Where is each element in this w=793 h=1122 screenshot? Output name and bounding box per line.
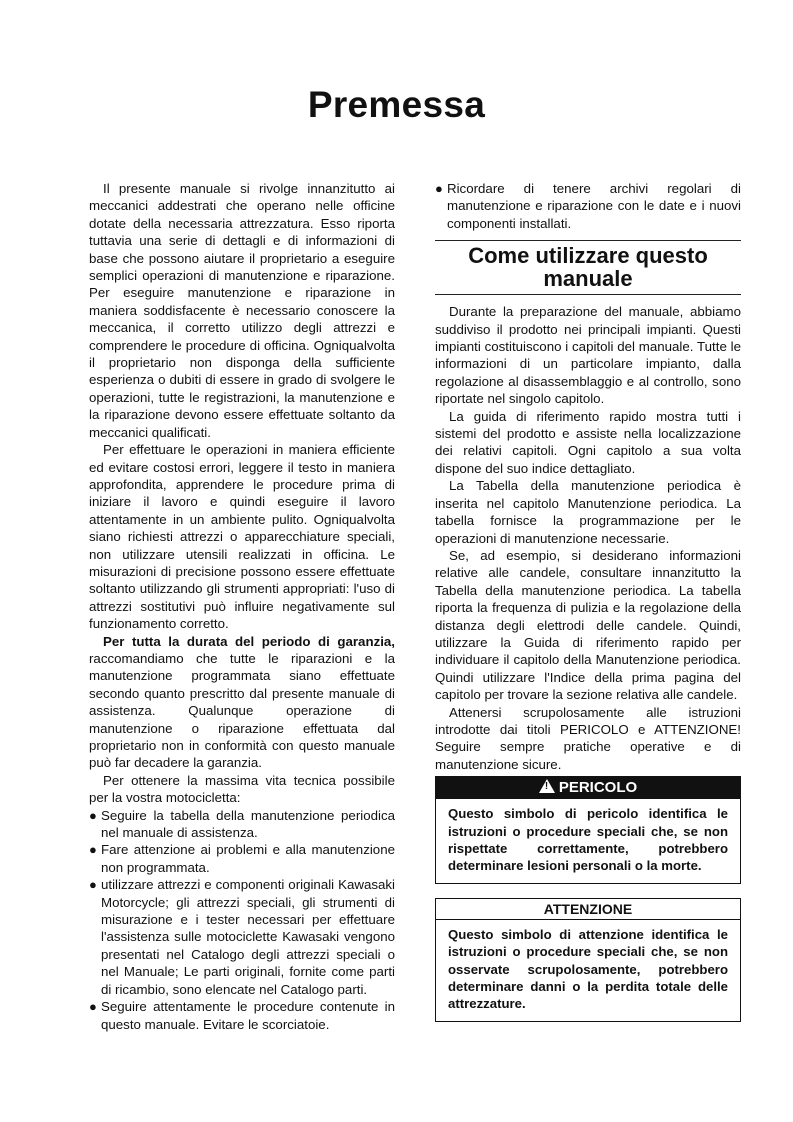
danger-box xyxy=(435,776,741,884)
list-item: ● Seguire attentamente le procedure contenute in questo manuale. Evitare le scorciatoie. xyxy=(89,999,395,1032)
bullet-icon: ● xyxy=(89,807,97,823)
danger-text: Questo simbolo di pericolo identifica le istruzioni o procedure speciali che, se non rispettate correttamente, potrebbero determinare lesioni personali o la morte. xyxy=(448,806,728,874)
attention-box xyxy=(435,898,741,1022)
warranty-paragraph xyxy=(89,633,395,772)
bullet-icon: ● xyxy=(89,842,97,858)
attention-header: ATTENZIONE xyxy=(436,899,740,920)
section-heading: Come utilizzare questo manuale xyxy=(435,240,741,295)
efficiency-paragraph: Per effettuare le operazioni in maniera efficiente ed evitare costosi errori, leggere il testo in maniera approfondita, apprendere le procedure prima di iniziare il lavoro e quindi eseguire il lavoro attentamente in un ambiente pulito. Ogniqualvolta siano richiesti attrezzi o apparecchiature speciali, non utilizzare utensili realizzati in officina. Le misurazioni di precisione possono essere effettuate soltanto utilizzando gli strumenti appropriati: l'uso di attrezzi sostitutivi può influire negativamente sul funzionamento corretto. xyxy=(89,442,395,632)
lifespan-bullet-list xyxy=(89,807,395,1033)
list-item: ● Fare attenzione ai problemi e alla manutenzione non programmata. xyxy=(89,842,395,875)
danger-header: !PERICOLO xyxy=(436,777,740,799)
bullet-icon: ● xyxy=(435,181,443,196)
attention-text: Questo simbolo di attenzione identifica le istruzioni o procedure speciali che, se non osservate scrupolosamente, potrebbero determinare danni o la perdita totale delle attrezzature. xyxy=(448,926,728,1012)
warranty-text: raccomandiamo che tutte le riparazioni e la manutenzione programmata siano effettuate secondo quanto prescritto dal presente manuale di assistenza. Qualunque operazione di manutenzione o riparazione effettuata dal proprietario non in conformità con questo manuale può far decadere la garanzia. xyxy=(89,650,395,771)
list-item: ● Ricordare di tenere archivi regolari di manutenzione e riparazione con le date e i nuovi componenti installati. xyxy=(435,181,741,231)
right-column xyxy=(435,180,741,1022)
example-paragraph: Se, ad esempio, si desiderano informazioni relative alle candele, consultare innanzitutto la Tabella della manutenzione periodica. La tabella riporta la frequenza di pulizia e la regolazione della distanza degli elettrodi delle candele. Quindi, utilizzare la Guida di riferimento rapido per individuare il capitolo della Manutenzione periodica. Quindi utilizzare l'Indice della prima pagina del capitolo per trovare la sezione relativa alle candele. xyxy=(435,547,741,703)
safety-paragraph: Attenersi scrupolosamente alle istruzioni introdotte dai titoli PERICOLO e ATTENZIONE! Seguire sempre pratiche operative e di manutenzione sicure. xyxy=(435,704,741,772)
list-item: ● utilizzare attrezzi e componenti originali Kawasaki Motorcycle; gli attrezzi speciali, gli strumenti di misurazione e i tester necessari per effettuare l'assistenza sulle motociclette Kawasaki vengono presentati nel Catalogo degli attrezzi speciali o nel Manuale; Le parti originali, fornite come parti di ricambio, sono elencate nel Catalogo parti. xyxy=(89,877,395,997)
quick-guide-paragraph: La guida di riferimento rapido mostra tutti i sistemi del prodotto e assiste nella localizzazione dei relativi capitoli. Ogni capitolo a sua volta dispone del suo indice dettagliato. xyxy=(435,408,741,476)
structure-paragraph: Durante la preparazione del manuale, abbiamo suddiviso il prodotto nei principali impianti. Questi impianti costituiscono i capitoli del manuale. Tutte le informazioni di un particolare impianto, dalla regolazione al disassemblaggio e al controllo, sono riportate nel singolo capitolo. xyxy=(435,304,741,407)
lifespan-paragraph: Per ottenere la massima vita tecnica possibile per la vostra motocicletta: xyxy=(89,772,395,806)
maintenance-table-paragraph: La Tabella della manutenzione periodica è inserita nel capitolo Manutenzione periodica. La tabella fornisce la programmazione per le operazioni di manutenzione necessarie. xyxy=(435,478,741,546)
warning-triangle-icon xyxy=(539,779,555,793)
list-item: ● Seguire la tabella della manutenzione periodica nel manuale di assistenza. xyxy=(89,807,395,841)
warranty-bold-lead: Per tutta la durata del periodo di garanzia, xyxy=(103,633,395,649)
intro-paragraph: Il presente manuale si rivolge innanzitutto ai meccanici addestrati che operano nelle officine dotate della necessaria attrezzatura. Esso riporta tuttavia una serie di dettagli e di informazioni di base che possono aiutare il proprietario a eseguire semplici operazioni di manutenzione e riparazione. Per eseguire manutenzione e riparazione in maniera soddisfacente è necessario conoscere la meccanica, il corretto utilizzo degli attrezzi e comprendere le procedure di officina. Ogniqualvolta il proprietario non disponga della sufficiente esperienza o dubiti di essere in grado di svolgere le operazioni, tutte le registrazioni, la manutenzione e la riparazione devono essere effettuate soltanto da meccanici qualificati. xyxy=(89,181,395,440)
bullet-icon: ● xyxy=(89,999,97,1015)
page-title: Premessa xyxy=(307,84,486,125)
left-column xyxy=(89,180,395,1033)
bullet-icon: ● xyxy=(89,877,97,893)
records-bullet-list xyxy=(435,180,741,232)
